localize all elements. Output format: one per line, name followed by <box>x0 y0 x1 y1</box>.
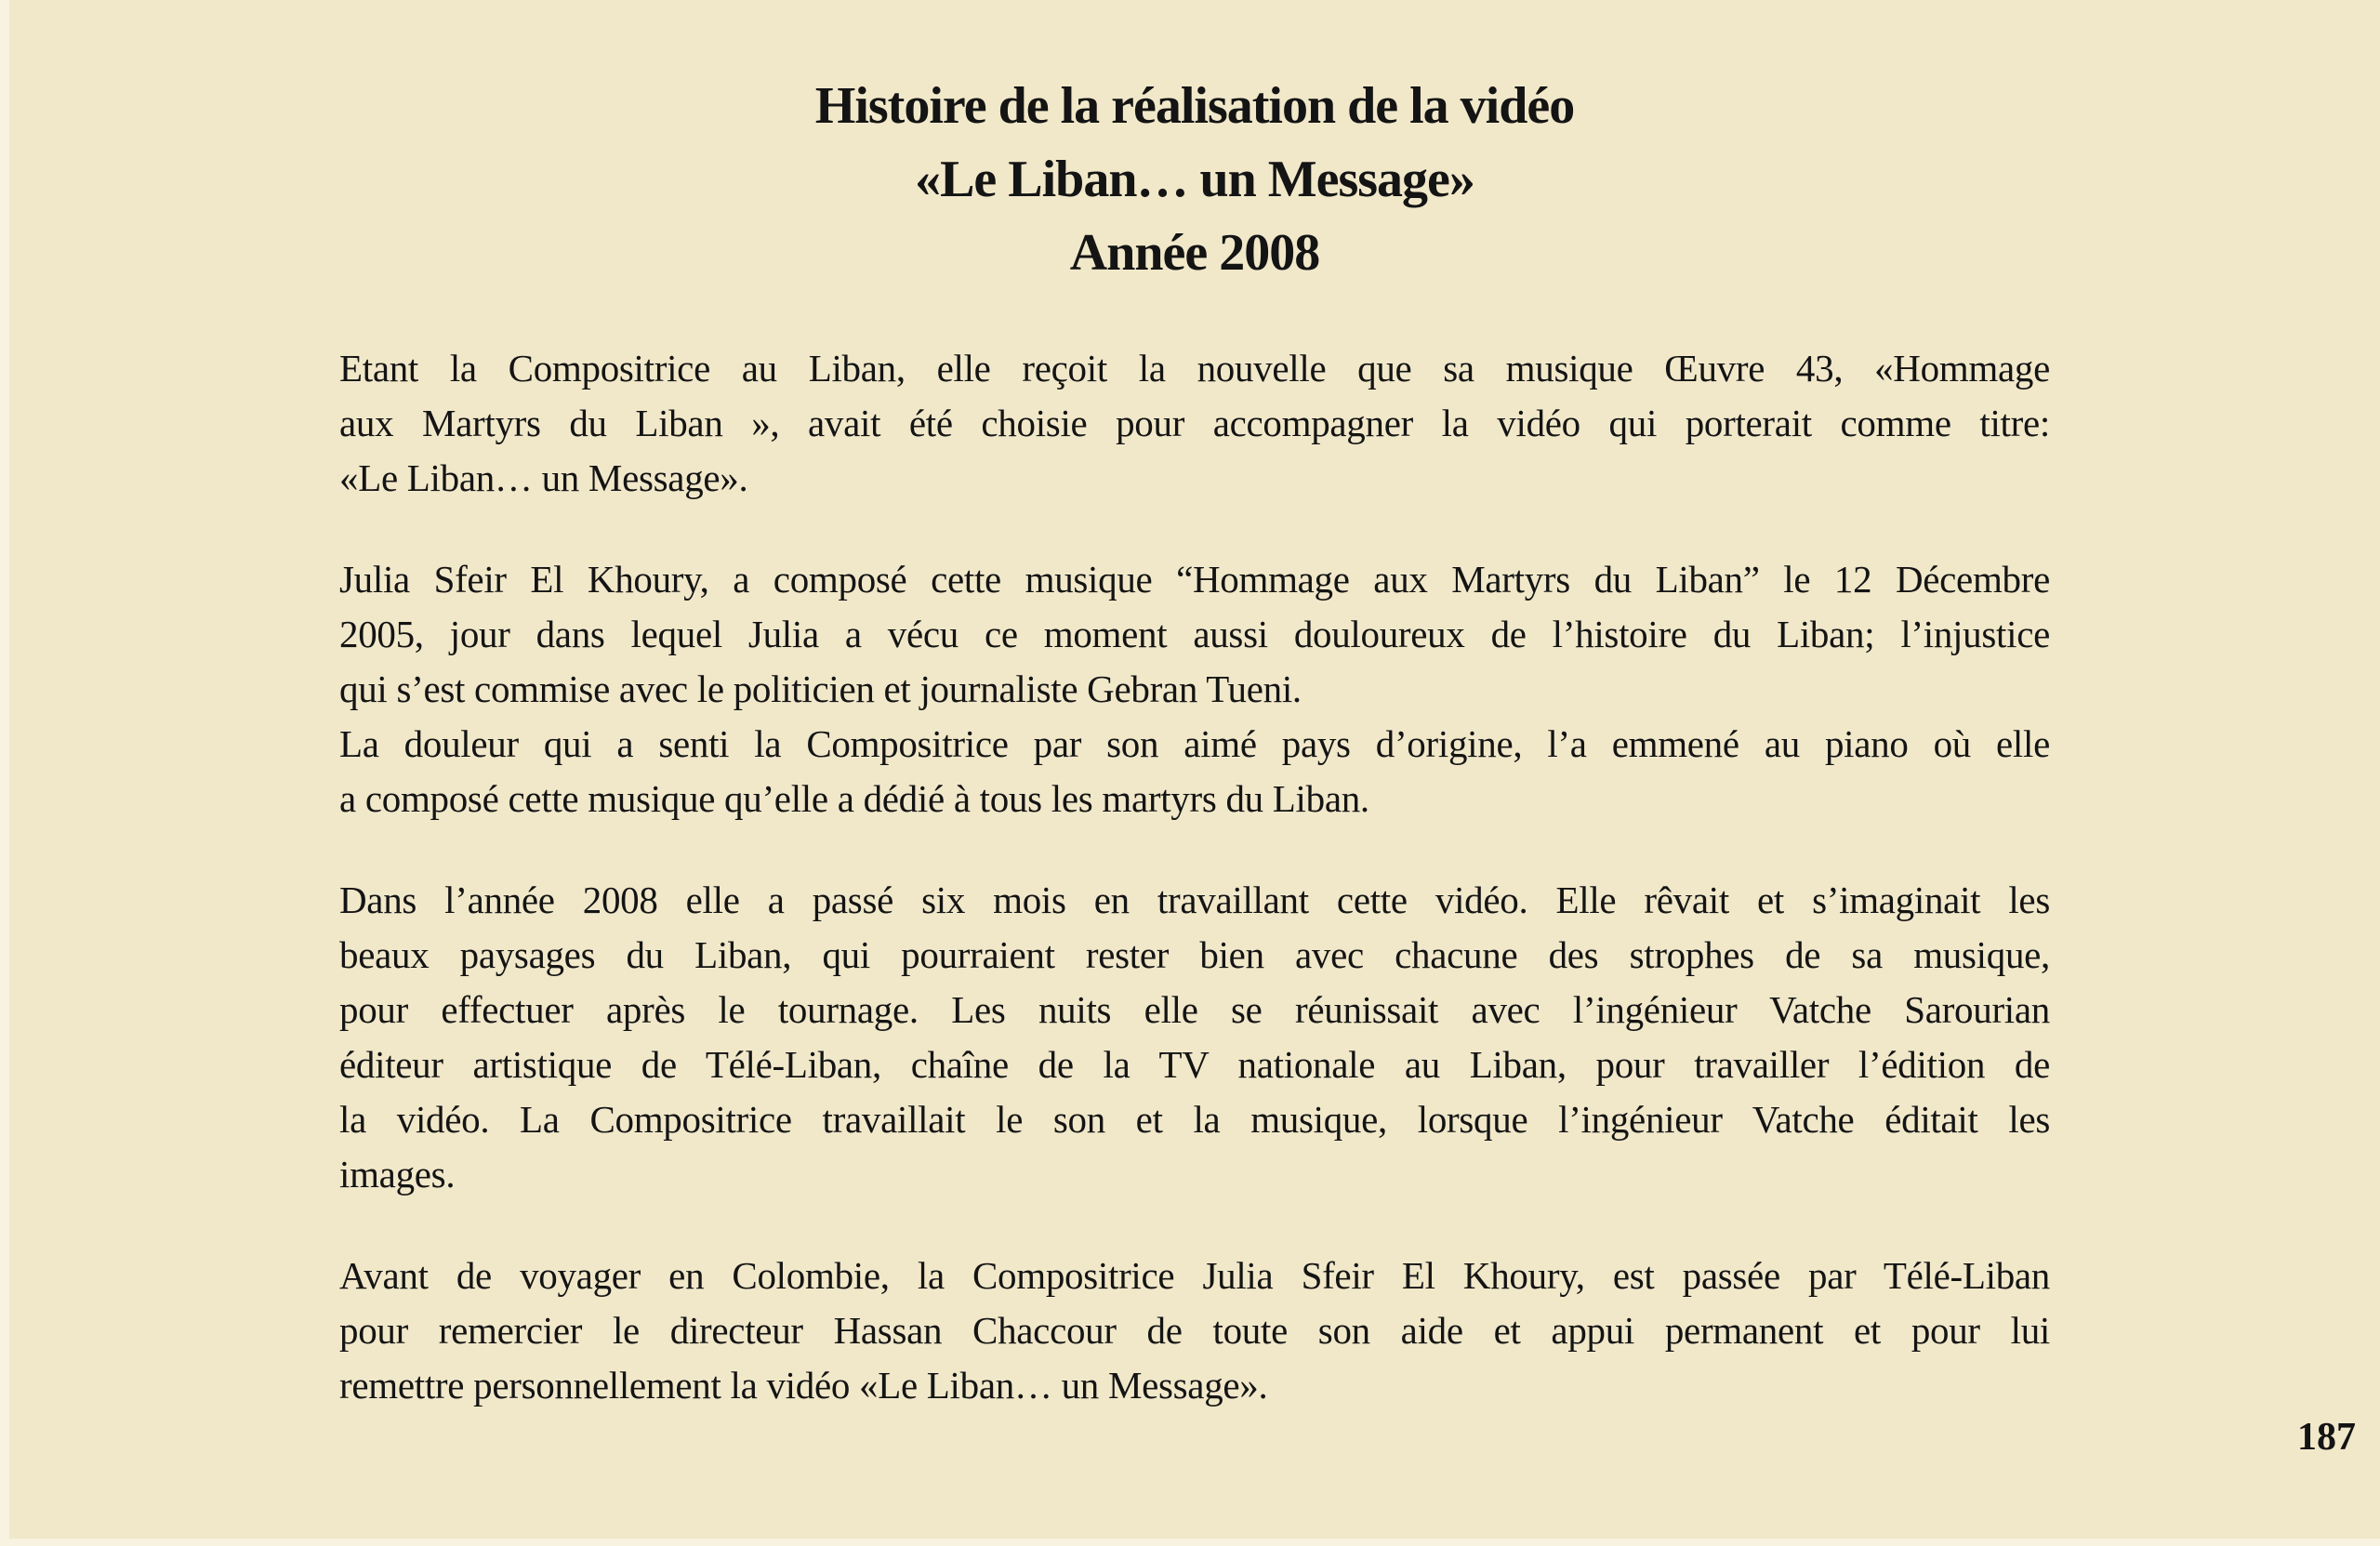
paragraph-line: Etant la Compositrice au Liban, elle reçoit la nouvelle que sa musique Œuvre 43, «Hommage <box>339 347 2050 390</box>
paragraph-line: la vidéo. La Compositrice travaillait le son et la musique, lorsque l’ingénieur Vatche éditait les <box>339 1098 2050 1141</box>
paragraph-4 <box>339 1249 2050 1413</box>
paragraph-line: éditeur artistique de Télé-Liban, chaîne de la TV nationale au Liban, pour travailler l’édition de <box>339 1043 2050 1086</box>
paragraph-line: Avant de voyager en Colombie, la Compositrice Julia Sfeir El Khoury, est passée par Télé-Liban <box>339 1254 2050 1297</box>
paragraph-line: pour effectuer après le tournage. Les nuits elle se réunissait avec l’ingénieur Vatche Sarourian <box>339 988 2050 1031</box>
paragraph-3 <box>339 873 2050 1202</box>
page-content <box>339 70 2050 1413</box>
paragraph-line: Julia Sfeir El Khoury, a composé cette musique “Hommage aux Martyrs du Liban” le 12 Décembre <box>339 558 2050 601</box>
page-edge-bottom <box>0 1539 2380 1546</box>
paragraph-line: pour remercier le directeur Hassan Chaccour de toute son aide et appui permanent et pour lui <box>339 1309 2050 1352</box>
paragraph-line: Dans l’année 2008 elle a passé six mois en travaillant cette vidéo. Elle rêvait et s’imaginait les <box>339 879 2050 921</box>
title-line-1: Histoire de la réalisation de la vidéo <box>814 77 1575 135</box>
paragraph-line: qui s’est commise avec le politicien et journaliste Gebran Tueni. <box>339 667 1302 710</box>
paragraph-line: remettre personnellement la vidéo «Le Liban… un Message». <box>339 1364 1268 1407</box>
paragraph-line: a composé cette musique qu’elle a dédié à tous les martyrs du Liban. <box>339 777 1369 820</box>
paragraph-1 <box>339 341 2050 506</box>
paragraph-2 <box>339 552 2050 826</box>
page-edge-left <box>0 0 9 1546</box>
paragraph-line: La douleur qui a senti la Compositrice par son aimé pays d’origine, l’a emmené au piano où elle <box>339 722 2050 765</box>
paragraph-line: aux Martyrs du Liban », avait été choisie pour accompagner la vidéo qui porterait comme titre: <box>339 402 2050 444</box>
title-line-3: Année 2008 <box>1069 224 1320 282</box>
paragraph-line: beaux paysages du Liban, qui pourraient rester bien avec chacune des strophes de sa musique, <box>339 933 2050 976</box>
page-number: 187 <box>2297 1416 2356 1459</box>
paragraph-line: images. <box>339 1153 456 1196</box>
paragraph-line: 2005, jour dans lequel Julia a vécu ce moment aussi douloureux de l’histoire du Liban; l’injustice <box>339 613 2050 655</box>
paragraph-line: «Le Liban… un Message». <box>339 456 748 499</box>
page-title <box>339 70 2050 290</box>
title-line-2: «Le Liban… un Message» <box>915 151 1474 208</box>
